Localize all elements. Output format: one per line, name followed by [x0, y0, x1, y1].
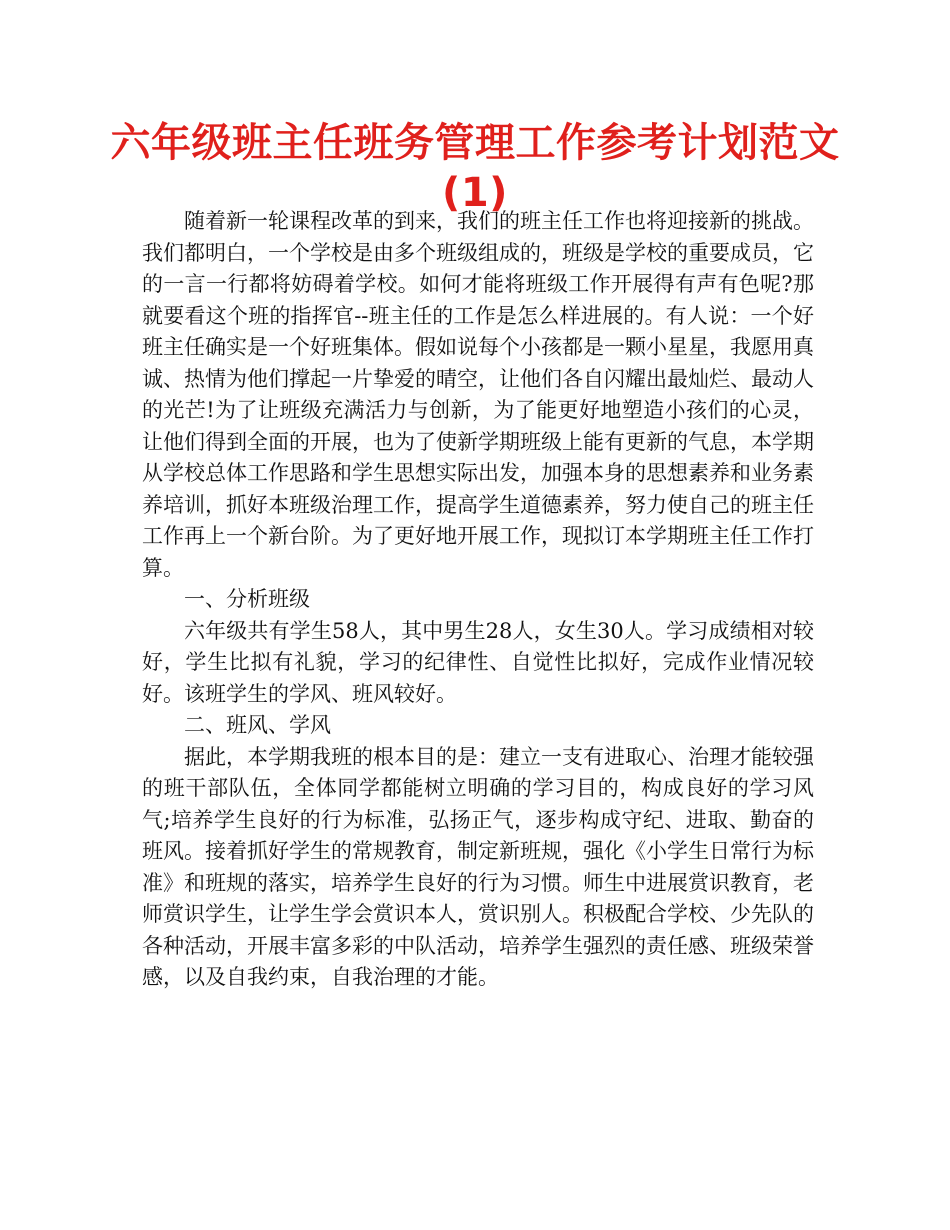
- section-1-paragraph: 六年级共有学生58人，其中男生28人，女生30人。学习成绩相对较好，学生比拟有礼貌，学习的纪律性、自觉性比拟好，完成作业情况较好。该班学生的学风、班风较好。: [142, 618, 814, 706]
- section-2-paragraph: 据此，本学期我班的根本目的是：建立一支有进取心、治理才能较强的班干部队伍，全体同学都能树立明确的学习目的，构成良好的学习风气;培养学生良好的行为标准，弘扬正气，逐步构成守纪、进取、勤奋的班风。接着抓好学生的常规教育，制定新班规，强化《小学生日常行为标准》和班规的落实，培养学生良好的行为习惯。师生中进展赏识教育，老师赏识学生，让学生学会赏识本人，赏识别人。积极配合学校、少先队的各种活动，开展丰富多彩的中队活动，培养学生强烈的责任感、班级荣誉感，以及自我约束，自我治理的才能。: [142, 744, 814, 989]
- document-title: 六年级班主任班务管理工作参考计划范文(1): [110, 120, 840, 216]
- document-body: [142, 206, 814, 994]
- section-2-heading: 二、班风、学风: [184, 713, 331, 737]
- intro-paragraph: 随着新一轮课程改革的到来，我们的班主任工作也将迎接新的挑战。我们都明白，一个学校是由多个班级组成的，班级是学校的重要成员，它的一言一行都将妨碍着学校。如何才能将班级工作开展得有声有色呢?那就要看这个班的指挥官--班主任的工作是怎么样进展的。有人说：一个好班主任确实是一个好班集体。假如说每个小孩都是一颗小星星，我愿用真诚、热情为他们撑起一片挚爱的晴空，让他们各自闪耀出最灿烂、最动人的光芒!为了让班级充满活力与创新，为了能更好地塑造小孩们的心灵，让他们得到全面的开展，也为了使新学期班级上能有更新的气息，本学期从学校总体工作思路和学生思想实际出发，加强本身的思想素养和业务素养培训，抓好本班级治理工作，提高学生道德素养，努力使自己的班主任工作再上一个新台阶。为了更好地开展工作，现拟订本学期班主任工作打算。: [142, 209, 814, 580]
- section-1-heading: 一、分析班级: [184, 587, 310, 611]
